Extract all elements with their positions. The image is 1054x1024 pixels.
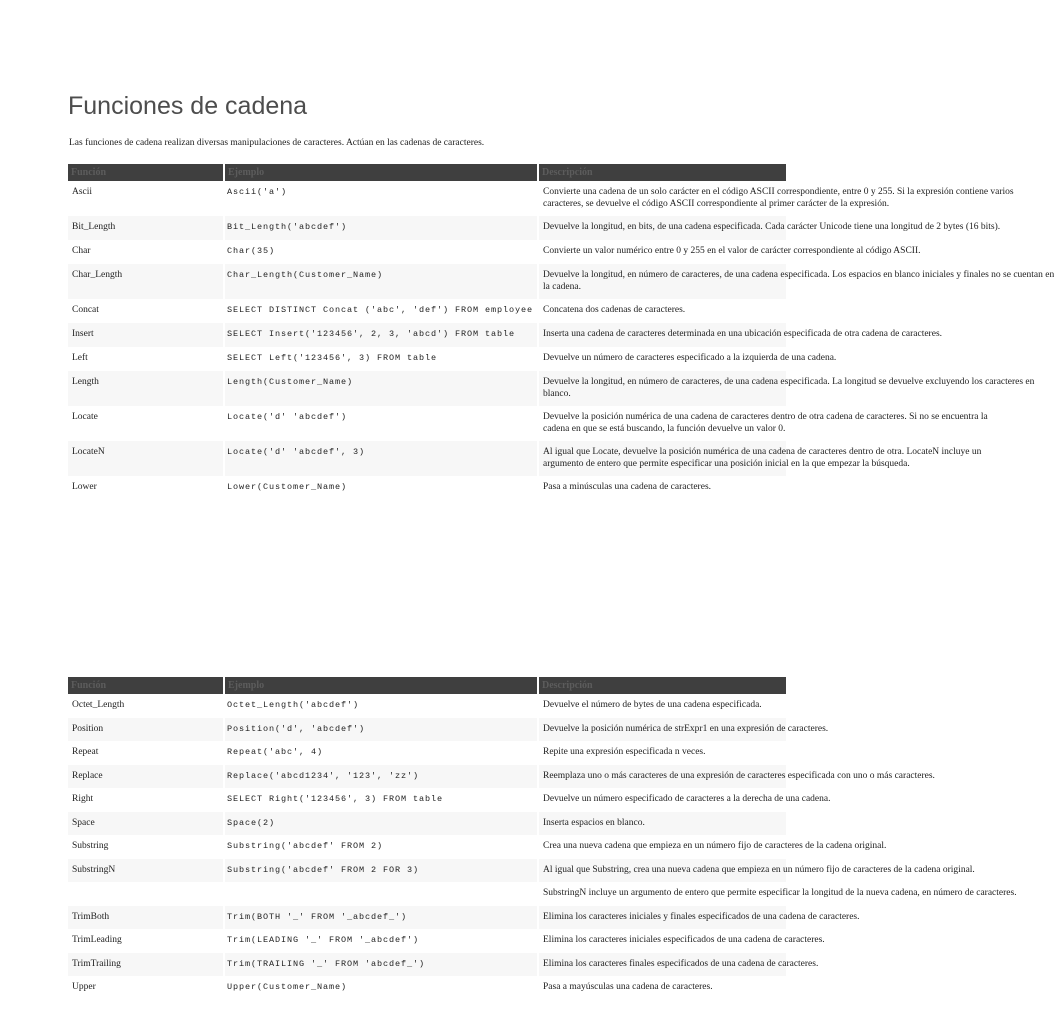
function-name-cell: Left	[68, 347, 225, 371]
function-name-cell: Position	[68, 718, 225, 742]
description-cell	[539, 476, 788, 500]
example-cell: Repeat('abc', 4)	[225, 741, 539, 765]
table-row	[68, 299, 788, 323]
function-name-cell: Char_Length	[68, 264, 225, 299]
example-cell: Locate('d' 'abcdef')	[225, 406, 539, 441]
description-line: Devuelve la longitud, en bits, de una cadena especificada. Cada carácter Unicode tiene una longitud de 2 bytes (16 bits).	[543, 222, 1001, 232]
description-cell	[539, 788, 831, 812]
function-name-cell: Concat	[68, 299, 225, 323]
description-cell	[539, 765, 935, 789]
description-cell	[539, 859, 975, 883]
description-cell	[539, 835, 887, 859]
description-cell	[539, 264, 1054, 299]
table-header-row	[68, 677, 788, 694]
table-row	[68, 371, 788, 406]
example-cell: Locate('d' 'abcdef', 3)	[225, 441, 539, 476]
example-cell: SELECT Right('123456', 3) FROM table	[225, 788, 539, 812]
table-row	[68, 441, 788, 476]
function-name-cell: Ascii	[68, 181, 225, 216]
description-line: Devuelve un número de caracteres especificado a la izquierda de una cadena.	[543, 353, 837, 363]
table-row	[68, 812, 788, 836]
table-row	[68, 788, 788, 812]
description-cell	[539, 906, 860, 930]
description-cell	[539, 371, 1035, 406]
header-description: Descripción	[539, 677, 788, 694]
table-row	[68, 694, 788, 718]
example-cell: SELECT Insert('123456', 2, 3, 'abcd') FROM table	[225, 323, 539, 347]
description-cell	[539, 976, 788, 1000]
function-name-cell: Char	[68, 240, 225, 264]
description-cell	[539, 953, 819, 977]
function-name-cell: TrimLeading	[68, 929, 225, 953]
function-name-cell: LocateN	[68, 441, 225, 476]
description-cell	[539, 216, 1001, 240]
table-row	[68, 264, 788, 299]
table-row	[68, 835, 788, 859]
header-function: Función	[68, 164, 225, 181]
header-description: Descripción	[539, 164, 788, 181]
description-line: Crea una nueva cadena que empieza en un número fijo de caracteres de la cadena original.	[543, 841, 887, 851]
table-row	[68, 347, 788, 371]
function-name-cell: Space	[68, 812, 225, 836]
function-name-cell: Octet_Length	[68, 694, 225, 718]
table-row	[68, 216, 788, 240]
table-row	[68, 976, 788, 1000]
function-name-cell: Repeat	[68, 741, 225, 765]
description-line: Convierte un valor numérico entre 0 y 255 en el valor de carácter correspondiente al código ASCII.	[543, 246, 921, 256]
description-line: Elimina los caracteres iniciales y finales especificados de una cadena de caracteres.	[543, 911, 860, 922]
intro-text: Las funciones de cadena realizan diversas manipulaciones de caracteres. Actúan en las cadenas de caracteres.	[69, 138, 485, 148]
table-header-row	[68, 164, 788, 181]
description-cell	[539, 240, 921, 264]
string-functions-table-1	[68, 164, 1054, 500]
example-cell: Char(35)	[225, 240, 539, 264]
function-name-cell: Right	[68, 788, 225, 812]
example-cell: Octet_Length('abcdef')	[225, 694, 539, 718]
table-row	[68, 476, 788, 500]
function-name-cell: Substring	[68, 835, 225, 859]
example-cell: Upper(Customer_Name)	[225, 976, 539, 1000]
header-function: Función	[68, 677, 225, 694]
description-cell	[539, 299, 788, 323]
example-cell: SELECT DISTINCT Concat ('abc', 'def') FROM employee	[225, 299, 539, 323]
description-line: argumento de entero que permite especificar una posición inicial en la que empezar la búsqueda.	[543, 458, 910, 469]
description-line: Devuelve la longitud, en número de caracteres, de una cadena especificada. La longitud se devuelve excluyendo los caracteres en	[543, 377, 1035, 387]
description-line: Inserta espacios en blanco.	[543, 817, 645, 828]
example-cell	[225, 882, 539, 906]
header-example: Ejemplo	[225, 677, 539, 694]
header-example: Ejemplo	[225, 164, 539, 181]
description-line: Devuelve el número de bytes de una cadena especificada.	[543, 700, 762, 710]
description-line: Devuelve la posición numérica de strExpr1 en una expresión de caracteres.	[543, 723, 829, 734]
description-line: Al igual que Substring, crea una nueva cadena que empieza en un número fijo de caracteres de la cadena original.	[543, 864, 975, 875]
example-cell: Trim(LEADING '_' FROM '_abcdef')	[225, 929, 539, 953]
example-cell: Substring('abcdef' FROM 2 FOR 3)	[225, 859, 539, 883]
example-cell: Bit_Length('abcdef')	[225, 216, 539, 240]
function-name-cell: TrimTrailing	[68, 953, 225, 977]
description-line: Concatena dos cadenas de caracteres.	[543, 305, 686, 315]
function-name-cell: Locate	[68, 406, 225, 441]
table-row	[68, 323, 788, 347]
description-line: Devuelve la longitud, en número de caracteres, de una cadena especificada. Los espacios en blanco iniciales y finales no se cuentan en	[543, 270, 1054, 280]
table-row	[68, 859, 788, 883]
description-cell	[539, 181, 1014, 216]
function-name-cell: Replace	[68, 765, 225, 789]
table-row	[68, 765, 788, 789]
description-line: Pasa a mayúsculas una cadena de caracteres.	[543, 982, 713, 992]
description-line: Pasa a minúsculas una cadena de caracteres.	[543, 482, 712, 492]
description-line: SubstringN incluye un argumento de entero que permite especificar la longitud de la nueva cadena, en número de caracteres.	[543, 888, 1017, 898]
description-cell	[539, 741, 788, 765]
example-cell: Substring('abcdef' FROM 2)	[225, 835, 539, 859]
string-functions-table-2	[68, 677, 1017, 1000]
table-row	[68, 181, 788, 216]
description-line: la cadena.	[543, 281, 581, 292]
description-line: caracteres, se devuelve el código ASCII correspondiente al primer carácter de la expresión.	[543, 198, 890, 209]
table-row	[68, 718, 788, 742]
example-cell: SELECT Left('123456', 3) FROM table	[225, 347, 539, 371]
function-name-cell: Upper	[68, 976, 225, 1000]
description-cell	[539, 694, 788, 718]
description-line: Inserta una cadena de caracteres determinada en una ubicación especificada de otra cadena de caracteres.	[543, 329, 943, 339]
example-cell: Length(Customer_Name)	[225, 371, 539, 406]
table-row	[68, 240, 788, 264]
description-line: cadena en que se está buscando, la función devuelve un valor 0.	[543, 423, 786, 434]
description-cell	[539, 929, 825, 953]
example-cell: Space(2)	[225, 812, 539, 836]
table-row	[68, 882, 788, 906]
function-name-cell: Length	[68, 371, 225, 406]
description-cell	[539, 347, 837, 371]
function-name-cell	[68, 882, 225, 906]
description-line: Elimina los caracteres iniciales especificados de una cadena de caracteres.	[543, 935, 825, 945]
function-name-cell: Bit_Length	[68, 216, 225, 240]
description-line: Elimina los caracteres finales especificados de una cadena de caracteres.	[543, 958, 819, 969]
table-row	[68, 929, 788, 953]
example-cell: Char_Length(Customer_Name)	[225, 264, 539, 299]
example-cell: Replace('abcd1234', '123', 'zz')	[225, 765, 539, 789]
function-name-cell: TrimBoth	[68, 906, 225, 930]
description-line: Devuelve un número especificado de caracteres a la derecha de una cadena.	[543, 794, 831, 804]
example-cell: Position('d', 'abcdef')	[225, 718, 539, 742]
table-row	[68, 953, 788, 977]
description-line: Reemplaza uno o más caracteres de una expresión de caracteres especificada con uno o más caracteres.	[543, 770, 935, 781]
example-cell: Lower(Customer_Name)	[225, 476, 539, 500]
function-name-cell: SubstringN	[68, 859, 225, 883]
example-cell: Ascii('a')	[225, 181, 539, 216]
description-line: Devuelve la posición numérica de una cadena de caracteres dentro de otra cadena de caracteres. Si no se encuentra la	[543, 412, 988, 422]
table-row	[68, 906, 788, 930]
description-cell	[539, 406, 988, 441]
description-cell	[539, 718, 829, 742]
description-cell	[539, 323, 943, 347]
example-cell: Trim(TRAILING '_' FROM 'abcdef_')	[225, 953, 539, 977]
function-name-cell: Lower	[68, 476, 225, 500]
description-cell	[539, 882, 1017, 906]
table-row	[68, 741, 788, 765]
function-name-cell: Insert	[68, 323, 225, 347]
description-cell	[539, 812, 788, 836]
example-cell: Trim(BOTH '_' FROM '_abcdef_')	[225, 906, 539, 930]
description-line: Convierte una cadena de un solo carácter en el código ASCII correspondiente, entre 0 y 255. Si la expresión contiene varios	[543, 187, 1014, 197]
description-line: Al igual que Locate, devuelve la posición numérica de una cadena de caracteres dentro de otra. LocateN incluye un	[543, 447, 982, 457]
description-line: Repite una expresión especificada n veces.	[543, 747, 706, 757]
table-row	[68, 406, 788, 441]
description-line: blanco.	[543, 388, 571, 399]
page-title: Funciones de cadena	[68, 92, 308, 120]
description-cell	[539, 441, 982, 476]
